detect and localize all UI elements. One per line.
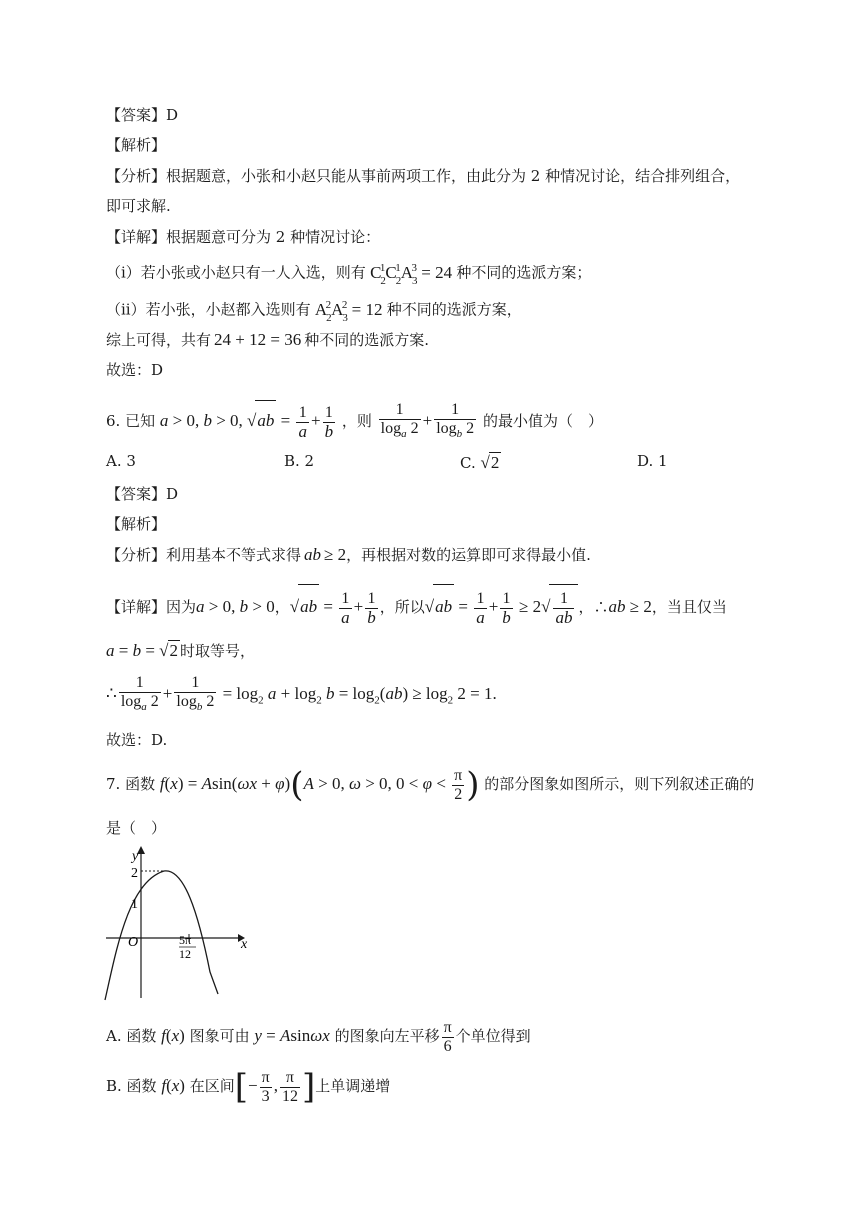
q6-choose: 故选：D. — [106, 731, 168, 749]
q7-stem-post: 的部分图象如图所示，则下列叙述正确的 — [484, 775, 755, 793]
q5-case1-eq: = 24 — [421, 262, 453, 282]
q6-stem-pre: 6. 已知 — [106, 412, 156, 430]
q6-result: ∴ $\frac{1}{\log_a 2}$ + $\frac{1}{\log_b 2}$ = $\log_2 a + \log_2 b = \log_2(ab) \ge \log_2 2 = 1$. — [106, 672, 497, 722]
origin-label: O — [128, 935, 139, 950]
q6-option-b: B. 2 — [284, 452, 315, 470]
q6-detail-c1: ， — [274, 598, 290, 616]
x-tick-den: 12 — [179, 947, 191, 961]
q7-optA-mid: 图象可由 — [189, 1027, 250, 1045]
q6-option-a: A. 3 — [106, 452, 136, 470]
q5-case2-post: 种不同的选派方案， — [386, 300, 522, 319]
q7-stem-line2: 是（ ） — [106, 819, 167, 837]
q6-option-d: D. 1 — [637, 452, 668, 470]
q5-case1-formula: $C_2^1C_2^1A_3^3 = 24$ — [365, 262, 453, 288]
q6-equality: a = b = √2 时取等号， — [106, 641, 256, 660]
y-label: y — [132, 849, 139, 864]
q5-summary-post: 种不同的选派方案. — [304, 331, 429, 349]
q5-answer: 【答案】D — [106, 106, 179, 124]
q7-optA-pre: A. 函数 — [106, 1027, 157, 1045]
q7-optA-post: 个单位得到 — [455, 1027, 531, 1045]
q5-detail-head: 【详解】根据题意可分为 2 种情况讨论： — [106, 228, 381, 246]
q7-function-graph — [100, 842, 250, 1002]
q5-case2-formula: $A_2^2A_3^2 = 12$ — [310, 299, 383, 325]
q6-detail: 【详解】因为a > 0, b > 0，√ab = $\frac{1}{a}$ + $\frac{1}{b}$ ，所以√ab = $\frac{1}{a}$ + $\frac{1}{b}$ ≥ 2√ $\frac{1}{ab}$ ，∴ab ≥ 2，当且仅当 — [106, 584, 727, 629]
tick-1: 1 — [131, 897, 138, 912]
q5-case2-eq: = 12 — [351, 299, 383, 319]
tick-2: 2 — [131, 866, 138, 881]
q5-analysis-line1: 【分析】根据题意，小张和小赵只能从事前两项工作，由此分为 2 种情况讨论，结合排列组合， — [106, 167, 741, 185]
q7-optA-mid2: 的图象向左平移 — [334, 1027, 440, 1045]
q6-detail-post: ，当且仅当 — [651, 598, 727, 616]
q7-option-a: A. 函数 f(x) 图象可由 y = Asinωx 的图象向左平移 $\frac{\pi}{6}$ 个单位得到 — [106, 1018, 531, 1055]
q6-analysis: 【分析】利用基本不等式求得 ab ≥ 2，再根据对数的运算即可求得最小值. — [106, 545, 591, 564]
q5-case1-pre: （i）若小张或小赵只有一人入选，则有 — [106, 263, 366, 282]
q6-detail-c3: ，∴ — [578, 598, 609, 616]
x-tick-num: 5π — [179, 933, 192, 947]
q6-detail-c2: ，所以 — [379, 598, 425, 616]
q7-stem-pre: 7. 函数 — [106, 775, 156, 793]
q6-stem-post: 的最小值为（ ） — [482, 412, 603, 430]
q7-optB-post: 上单调递增 — [315, 1077, 391, 1095]
q7-optB-mid: 在区间 — [189, 1077, 235, 1095]
x-label: x — [241, 937, 248, 952]
q6-analysis-post: ，再根据对数的运算即可求得最小值. — [346, 546, 591, 564]
q6-expr-frac2: $\frac{1}{\log_b 2}$ — [434, 401, 476, 443]
q6-answer: 【答案】D — [106, 485, 179, 503]
q6-detail-pre: 【详解】因为 — [106, 598, 197, 616]
q5-summary-pre: 综上可得，共有 — [106, 331, 212, 349]
q5-case2 — [106, 295, 522, 326]
q6-stem: 6. 已知 a > 0, b > 0, √ab = $\frac{1}{a}$ + $\frac{1}{b}$ ，则 $\frac{1}{\log_a 2}$ + $\frac{1}{\log_b 2}$ 的最小值为（ ） — [106, 400, 603, 443]
q5-analysis-tag: 【解析】 — [106, 136, 167, 154]
sine-curve — [105, 871, 218, 1000]
q5-case1 — [106, 258, 591, 289]
q6-stem-mid: ，则 — [341, 412, 372, 430]
q6-option-c-label: C. — [460, 454, 476, 472]
q5-summary-eq: 24 + 12 = 36 — [214, 330, 302, 349]
q7-option-b: B. 函数 f(x) 在区间[− $\frac{\pi}{3}$ , $\frac{\pi}{12}$ ]上单调递增 — [106, 1067, 391, 1107]
q6-condition: a — [159, 411, 169, 430]
q5-case1-post: 种不同的选派方案； — [456, 263, 592, 282]
q6-expr-frac1: $\frac{1}{\log_a 2}$ — [379, 401, 421, 443]
q6-analysis-tag: 【解析】 — [106, 515, 167, 533]
q5-analysis-line2: 即可求解. — [106, 197, 171, 215]
q7-optB-pre: B. 函数 — [106, 1077, 157, 1095]
q6-option-c: C. √2 — [460, 453, 500, 472]
q7-stem: 7. 函数 f(x) = Asin(ωx + φ)(A > 0, ω > 0, 0 < φ < $\frac{\pi}{2}$ ) 的部分图象如图所示，则下列叙述正确的 — [106, 765, 755, 805]
q6-equality-post: 时取等号， — [180, 642, 256, 660]
q5-summary — [106, 330, 429, 350]
q5-case2-pre: （ii）若小张，小赵都入选则有 — [106, 300, 311, 319]
q5-choose: 故选：D — [106, 361, 164, 379]
q6-analysis-pre: 【分析】利用基本不等式求得 — [106, 546, 302, 564]
